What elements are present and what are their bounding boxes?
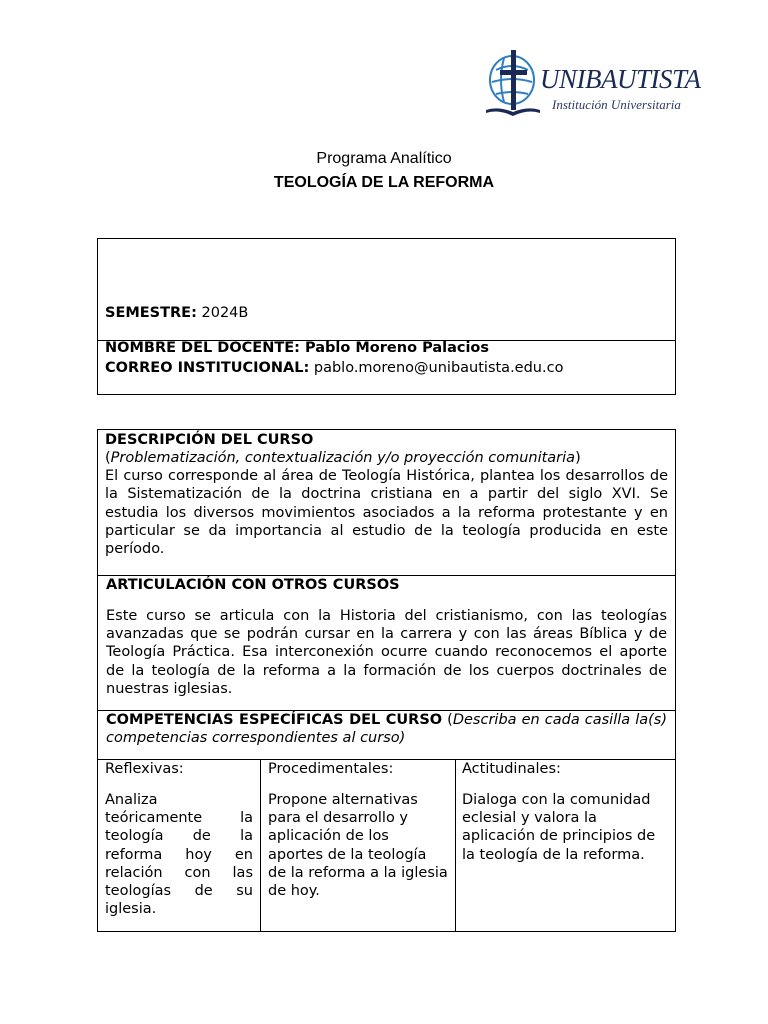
- course-table: [97, 429, 676, 932]
- description-heading: DESCRIPCIÓN DEL CURSO: [105, 432, 314, 448]
- semester-row: [98, 239, 675, 341]
- semester-value: 2024B: [201, 305, 249, 321]
- competencies-section: [98, 711, 675, 760]
- document-title: Programa Analítico: [316, 150, 452, 167]
- note-paren: (: [447, 712, 453, 728]
- teacher-name: Pablo Moreno Palacios: [305, 340, 490, 356]
- semester-label: SEMESTRE:: [105, 305, 197, 321]
- logo-name: UNIBAUTISTA: [540, 64, 701, 94]
- competencies-columns: [98, 760, 675, 931]
- competency-text: Analiza teóricamente la teología de la reforma hoy en relación con las teologías de su iglesia.: [105, 792, 253, 918]
- description-subheading: [105, 449, 668, 467]
- competencies-heading: COMPETENCIAS ESPECÍFICAS DEL CURSO: [106, 712, 443, 728]
- paren-open: (: [105, 450, 111, 466]
- description-subheading-text: Problematización, contextualización y/o proyección comunitaria: [110, 450, 576, 466]
- paren-close: ): [575, 450, 581, 466]
- teacher-row: [98, 340, 675, 394]
- articulation-body: Este curso se articula con la Historia del cristianismo, con las teologías avanzadas que se podrán cursar en la carrera y con las áreas Bíblica y de Teología Práctica. Esa interconexión ocurre cuando reconocemos el aporte de la teología de la reforma a la formación de los cuerpos doctrinales de nuestras iglesias.: [106, 608, 667, 697]
- description-section: [98, 430, 675, 576]
- competency-text: Dialoga con la comunidad eclesial y valora la aplicación de principios de la teología de la reforma.: [462, 792, 656, 863]
- competency-text: Propone alternativas para el desarrollo y aplicación de los aportes de la teología de la reforma a la iglesia de hoy.: [268, 792, 448, 900]
- semester-line: [105, 305, 248, 321]
- course-title: TEOLOGÍA DE LA REFORMA: [273, 174, 495, 191]
- competencies-heading-line: [106, 711, 667, 747]
- email-label: CORREO INSTITUCIONAL:: [105, 360, 310, 376]
- teacher-label: NOMBRE DEL DOCENTE:: [105, 340, 300, 356]
- competencies-note: Describa en cada casilla la(s) competencias correspondientes al curso): [106, 712, 667, 747]
- competency-header: Reflexivas:: [105, 761, 184, 777]
- info-table: [97, 238, 676, 395]
- competency-header: Actitudinales:: [462, 761, 561, 777]
- articulation-heading: ARTICULACIÓN CON OTROS CURSOS: [106, 577, 400, 593]
- description-body: El curso corresponde al área de Teología Histórica, plantea los desarrollos de la Sistematización de la doctrina cristiana en a partir del siglo XVI. Se estudia los diversos movimientos asociados a la reforma protestante y en particular se da importancia al estudio de la teología producida en este período.: [105, 468, 668, 558]
- email-line: [105, 360, 563, 376]
- globe-cross-icon: [482, 50, 544, 122]
- competency-procedural: [261, 760, 456, 931]
- competency-reflexive: [98, 760, 261, 931]
- teacher-line: [105, 340, 489, 356]
- email-value: pablo.moreno@unibautista.edu.co: [313, 360, 564, 376]
- competency-header: Procedimentales:: [268, 761, 394, 777]
- competency-attitudinal: [456, 760, 675, 931]
- logo-subtitle: Institución Universitaria: [552, 97, 681, 112]
- articulation-section: [98, 576, 675, 711]
- unibautista-logo: [482, 50, 701, 122]
